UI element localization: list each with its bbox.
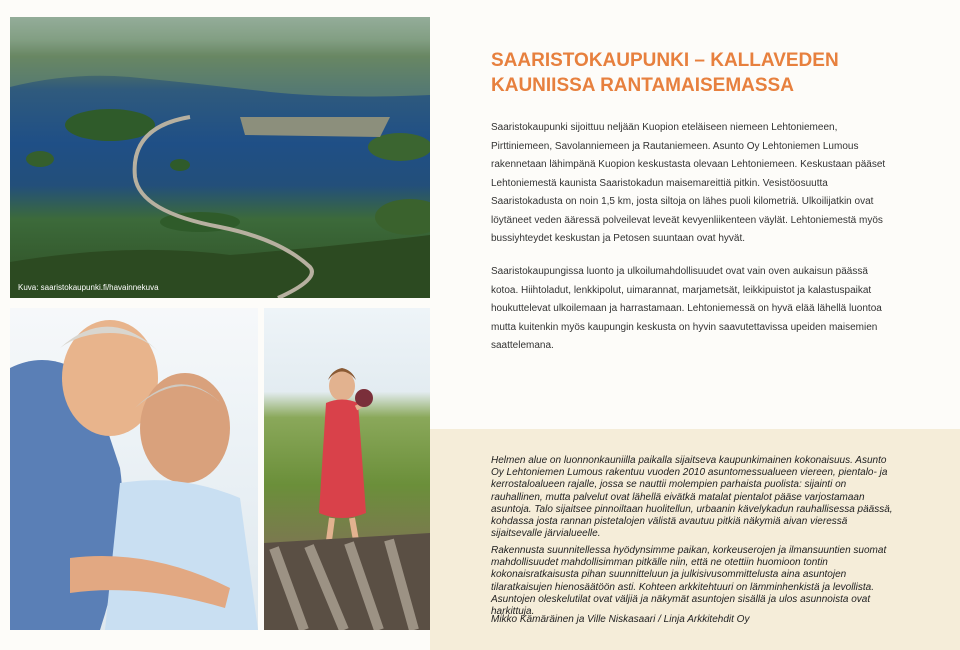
aerial-illustration xyxy=(10,17,430,298)
architect-quote-box xyxy=(430,429,960,650)
page-title: SAARISTOKAUPUNKI – KALLAVEDEN KAUNIISSA RANTAMAISEMASSA xyxy=(491,50,839,96)
quote-paragraph-2: Rakennusta suunnitellessa hyödynsimme paikan, korkeuserojen ja ilmansuuntien suomat mahdollisuudet mahdollisimman pitkälle niin, että ne otettiin huomioon tontin kokonaisratkaisusta pihan suunnitteluun ja julkisivusommittelusta aina asuntojen tilaratkaisujen hienosäätöön asti. Kohteen arkkitehtuuri on lämminhenkistä ja levollista. Asuntojen oleskelutilat ovat väljiä ja näkymät asuntojen sisällä ja ulos asunnoista ovat harkittuja. xyxy=(491,545,887,618)
girl-photo xyxy=(264,308,430,630)
body-paragraph-2: Saaristokaupungissa luonto ja ulkoilumahdollisuudet ovat vain oven aukaisun päässä kotoa. Hiihtoladut, lenkkipolut, uimarannat, marjametsät, leikkipuistot ja kalastuspaikat houkuttelevat ulkoilemaan ja harrastamaan. Lehtoniemessä on hyvä elää lähellä luontoa mutta kuitenkin myös kaupungin keskusta on hyvin saavutettavissa upeiden maisemien saattelemana. xyxy=(491,266,882,351)
aerial-photo xyxy=(10,17,430,298)
photo-caption: Kuva: saaristokaupunki.fi/havainnekuva xyxy=(18,283,159,292)
girl-illustration xyxy=(264,308,430,630)
quote-paragraph-1: Helmen alue on luonnonkauniilla paikalla sijaitseva kaupunkimainen kokonaisuus. Asunto Oy Lehtoniemen Lumous rakentuu vuoden 2010 asuntomessualueen viereen, pientalo- ja kerrostaloalueen rajalle, jossa se nauttii molempien parhaista puolista: sijainti on rauhallinen, mutta palvelut ovat lähellä eivätkä matalat pientalot pääse varjostamaan asuntoja. Talo sijaitsee pinnoiltaan huolitellun, urbaanin kävelykadun rauhallisessa päässä, kohdassa josta rannan pistetalojen välistä avautuu pitkiä näkymiä aivan vieressä sijaitsevalle järvialueelle. xyxy=(491,455,893,540)
body-paragraph-1: Saaristokaupunki sijoittuu neljään Kuopion eteläiseen niemeen Lehtoniemeen, Pirttiniemeen, Savolanniemeen ja Rautaniemeen. Asunto Oy Lehtoniemen Lumous rakennetaan lähimpänä Kuopion keskustasta olevaan Lehtoniemeen. Keskustaan pääset Lehtoniemestä kaunista Saaristokadun maisemareittiä pitkin. Vesistöosuutta Saaristokadusta on noin 1,5 km, josta siltoja on lähes puoli kilometriä. Ulkoilijatkin ovat löytäneet veden ääressä polveilevat leveät kevyenliikenteen väylät. Lehtoniemestä myös bussiyhteydet keskustan ja Petosen suuntaan ovat hyvät. xyxy=(491,122,886,244)
couple-photo xyxy=(10,308,258,630)
quote-signature: Mikko Kämäräinen ja Ville Niskasaari / Linja Arkkitehdit Oy xyxy=(491,614,750,625)
couple-illustration xyxy=(10,308,258,630)
